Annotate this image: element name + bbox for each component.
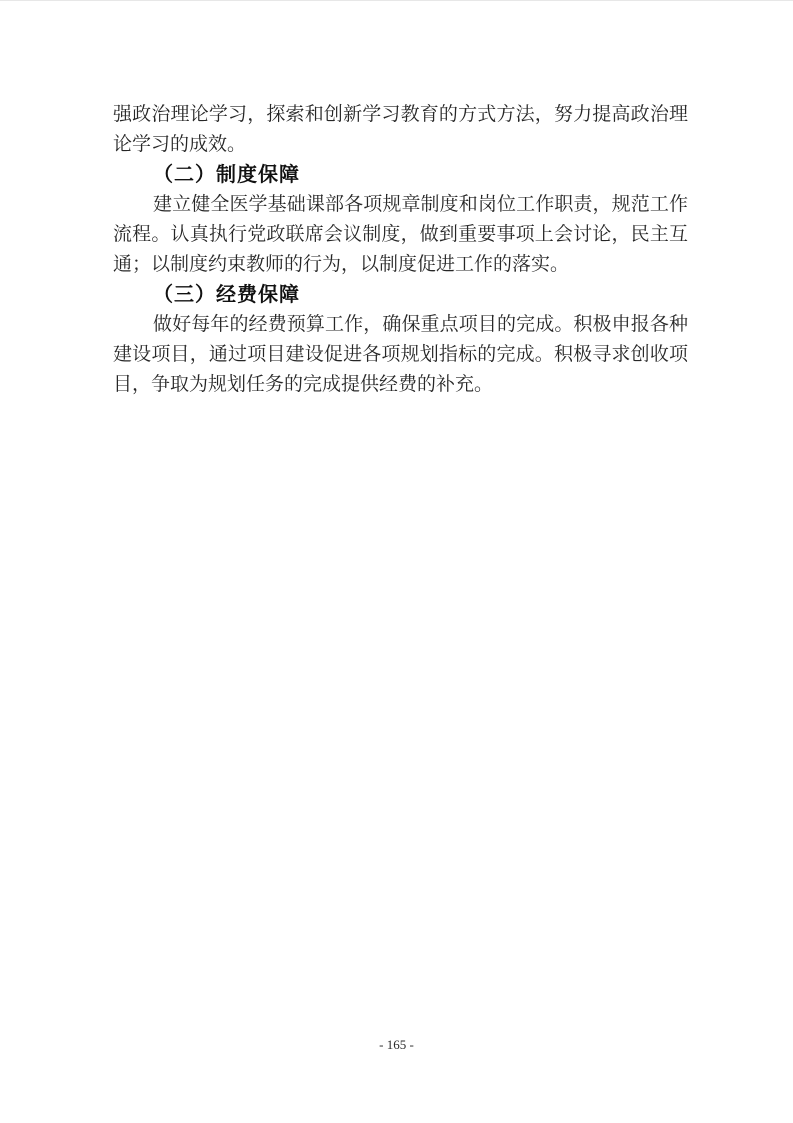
section-2-paragraph [113,190,688,280]
section-3-paragraph-line-1: 做好每年的经费预算工作，确保重点项目的完成。积极申报各种 [153,314,688,335]
section-3-paragraph [113,310,688,400]
intro-paragraph-line-2: 论学习的成效。 [113,134,247,155]
section-2-paragraph-line-3: 通；以制度约束教师的行为，以制度促进工作的落实。 [113,254,570,275]
section-2-paragraph-line-2: 流程。认真执行党政联席会议制度，做到重要事项上会讨论，民主互 [113,224,688,245]
section-heading-funding-guarantee: （三）经费保障 [153,284,300,306]
page-number: - 165 - [379,1037,414,1052]
page-body-text [113,100,688,400]
section-heading-institutional-guarantee: （二）制度保障 [153,164,300,186]
section-2-paragraph-line-1: 建立健全医学基础课部各项规章制度和岗位工作职责，规范工作 [153,194,688,215]
intro-paragraph [113,100,688,160]
section-3-paragraph-line-2: 建设项目，通过项目建设促进各项规划指标的完成。积极寻求创收项 [113,344,688,365]
intro-paragraph-line-1: 强政治理论学习，探索和创新学习教育的方式方法，努力提高政治理 [113,104,688,125]
section-3-paragraph-line-3: 目，争取为规划任务的完成提供经费的补充。 [113,374,494,395]
